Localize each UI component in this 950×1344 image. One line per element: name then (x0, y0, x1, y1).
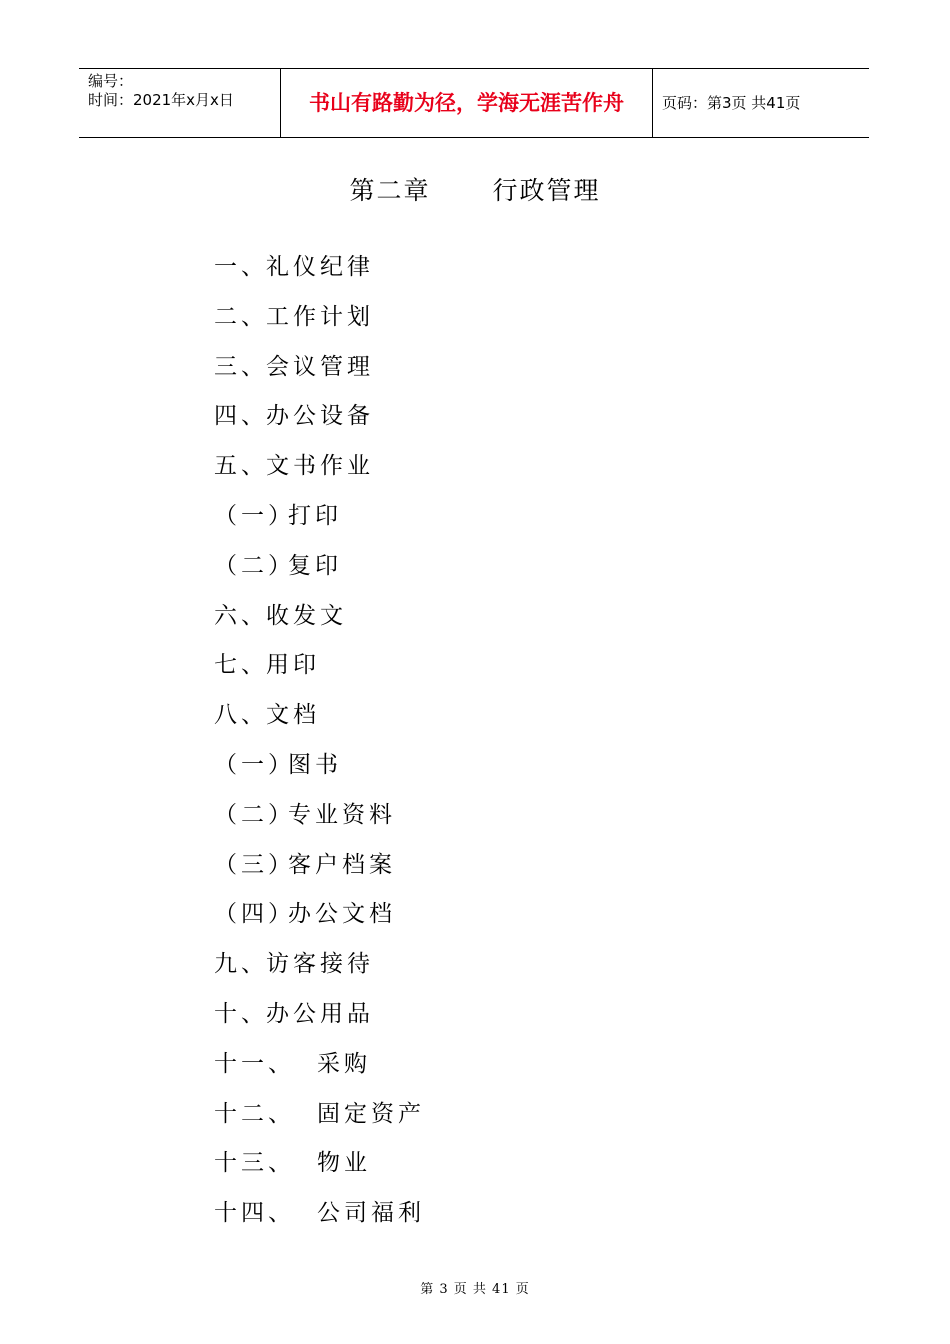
toc-item-text: 采购 (317, 1050, 371, 1077)
header-motto-cell (281, 69, 653, 137)
toc-item-number: （二） (214, 801, 295, 828)
toc-item (214, 896, 425, 946)
header-meta-cell (79, 69, 281, 137)
document-number-label: 编号： (88, 72, 134, 90)
toc-item-text: 复印 (288, 552, 342, 579)
page-header (79, 68, 869, 138)
toc-item-number: （一） (214, 751, 295, 778)
toc-item-number: 十三、 (214, 1150, 295, 1177)
toc-item-text: 文档 (266, 702, 320, 729)
header-motto: 书山有路勤为径，学海无涯苦作舟 (309, 91, 624, 115)
toc-item-number: （二） (214, 552, 295, 579)
toc-item (214, 1145, 425, 1195)
toc-item (214, 398, 425, 448)
toc-item (214, 946, 425, 996)
header-page-info: 页码：第3页 共41页 (662, 94, 801, 112)
toc-item-text: 工作计划 (266, 303, 374, 330)
toc-item-text: 打印 (288, 502, 342, 529)
toc-item-number: 三、 (214, 353, 268, 380)
toc-item (214, 349, 425, 399)
chapter-title (0, 174, 950, 208)
toc-item (214, 697, 425, 747)
toc-item-number: 七、 (214, 652, 268, 679)
toc-item-text: 物业 (317, 1150, 371, 1177)
toc-item-number: 九、 (214, 951, 268, 978)
toc-item-number: 二、 (214, 303, 268, 330)
toc-item-number: 四、 (214, 403, 268, 430)
toc-item-text: 礼仪纪律 (266, 254, 374, 280)
toc-item-text: 办公文档 (288, 901, 396, 928)
toc-item-text: 图书 (288, 751, 342, 778)
toc-item-text: 客户档案 (288, 851, 396, 878)
toc-item-number: 一、 (214, 254, 268, 280)
header-page-cell (653, 69, 869, 137)
toc-item-number: 五、 (214, 453, 268, 480)
table-of-contents (214, 249, 425, 1245)
toc-item-number: 十一、 (214, 1050, 295, 1077)
toc-item-number: （三） (214, 851, 295, 878)
toc-item-text: 文书作业 (266, 453, 374, 480)
toc-item (214, 498, 425, 548)
toc-item-number: 六、 (214, 602, 268, 629)
toc-item (214, 1096, 425, 1146)
document-time-label: 时间：2021年x月x日 (88, 91, 234, 109)
toc-item (214, 747, 425, 797)
toc-item-text: 用印 (266, 652, 320, 679)
toc-item-text: 办公用品 (266, 1000, 374, 1027)
toc-item (214, 249, 425, 299)
toc-item-number: （一） (214, 502, 295, 529)
toc-item (214, 647, 425, 697)
toc-item (214, 797, 425, 847)
toc-item-text: 专业资料 (288, 801, 396, 828)
toc-item-text: 办公设备 (266, 403, 374, 430)
toc-item-number: 十二、 (214, 1100, 295, 1127)
toc-item-text: 访客接待 (266, 951, 374, 978)
toc-item (214, 299, 425, 349)
toc-item (214, 996, 425, 1046)
toc-item-number: 十四、 (214, 1200, 295, 1227)
toc-item-text: 固定资产 (317, 1100, 425, 1127)
toc-item (214, 448, 425, 498)
toc-item (214, 598, 425, 648)
toc-item (214, 548, 425, 598)
toc-item (214, 1046, 425, 1096)
chapter-number: 第二章 (349, 176, 431, 205)
toc-item-text: 收发文 (266, 602, 347, 629)
toc-item-text: 会议管理 (266, 353, 374, 380)
toc-item-number: 十、 (214, 1000, 268, 1027)
chapter-name: 行政管理 (492, 176, 601, 205)
toc-item (214, 847, 425, 897)
toc-item (214, 1195, 425, 1245)
toc-item-text: 公司福利 (317, 1200, 425, 1227)
toc-item-number: 八、 (214, 702, 268, 729)
toc-item-number: （四） (214, 901, 295, 928)
page-footer: 第 3 页 共 41 页 (420, 1282, 530, 1297)
